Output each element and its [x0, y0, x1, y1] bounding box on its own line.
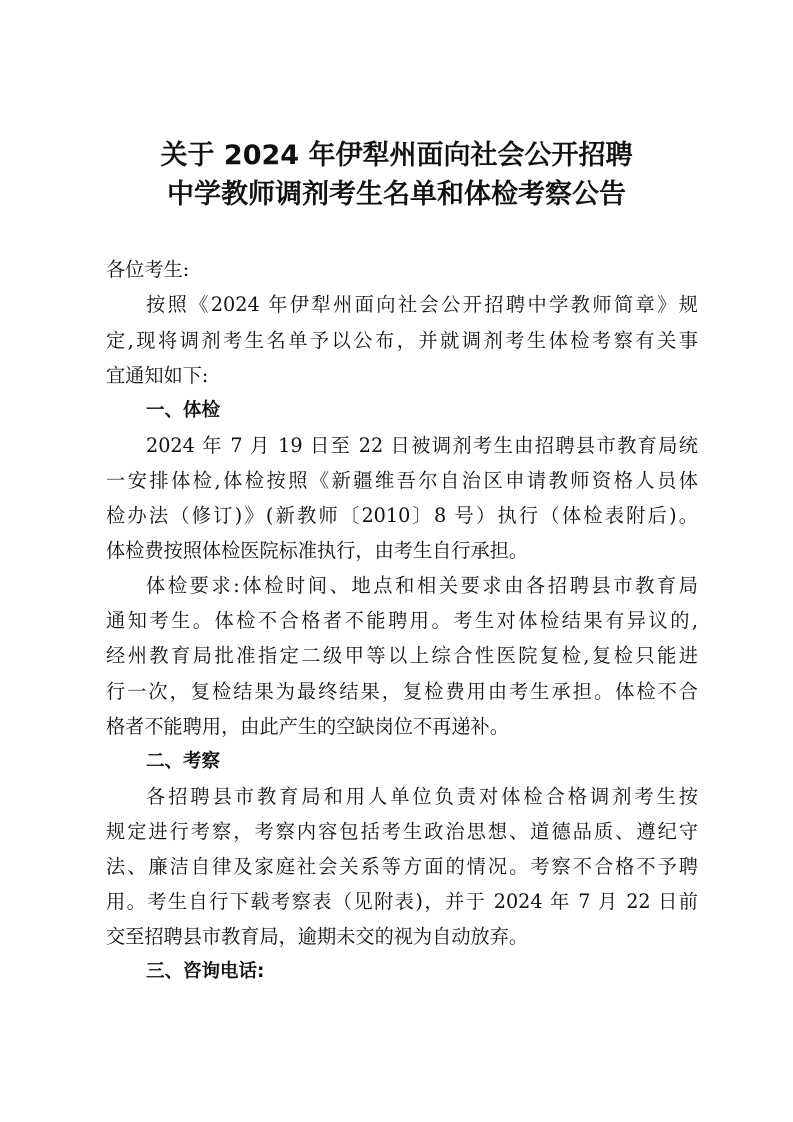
exam-para1-line-2: 一安排体检,体检按照《新疆维吾尔自治区申请教师资格人员体 — [106, 469, 698, 492]
document-title-line-2: 中学教师调剂考生名单和体检考察公告 — [167, 179, 626, 210]
inspection-line-5: 交至招聘县市教育局，逾期未交的视为自动放弃。 — [106, 925, 529, 948]
document-title-line-1: 关于 2024 年伊犁州面向社会公开招聘 — [160, 140, 633, 171]
greeting: 各位考生: — [106, 258, 190, 281]
exam-para1-line-1: 2024 年 7 月 19 日至 22 日被调剂考生由招聘县市教育局统 — [146, 434, 698, 457]
section-heading-physical-exam: 一、体检 — [146, 400, 221, 421]
inspection-line-4: 用。考生自行下载考察表（见附表)，并于 2024 年 7 月 22 日前 — [106, 890, 698, 913]
inspection-line-2: 规定进行考察，考察内容包括考生政治思想、道德品质、遵纪守 — [106, 820, 698, 843]
exam-para2-line-5: 格者不能聘用，由此产生的空缺岗位不再递补。 — [106, 715, 509, 738]
exam-para2-line-4: 行一次，复检结果为最终结果，复检费用由考生承担。体检不合 — [106, 680, 698, 703]
intro-line-2: 定,现将调剂考生名单予以公布，并就调剂考生体检考察有关事 — [106, 329, 698, 352]
exam-para2-line-3: 经州教育局批准指定二级甲等以上综合性医院复检,复检只能进 — [106, 644, 698, 667]
intro-line-1: 按照《2024 年伊犁州面向社会公开招聘中学教师简章》规 — [146, 293, 698, 316]
section-heading-contact-phone: 三、咨询电话: — [146, 961, 265, 982]
exam-para1-line-4: 体检费按照体检医院标准执行，由考生自行承担。 — [106, 539, 529, 562]
intro-line-3: 宜通知如下: — [106, 364, 209, 387]
exam-para1-line-3: 检办法（修订)》(新教师〔2010〕8 号）执行（体检表附后)。 — [106, 504, 698, 527]
exam-para2-line-2: 通知考生。体检不合格者不能聘用。考生对体检结果有异议的, — [106, 609, 698, 632]
inspection-line-1: 各招聘县市教育局和用人单位负责对体检合格调剂考生按 — [146, 785, 698, 808]
exam-para2-line-1: 体检要求:体检时间、地点和相关要求由各招聘县市教育局 — [146, 574, 698, 597]
inspection-line-3: 法、廉洁自律及家庭社会关系等方面的情况。考察不合格不予聘 — [106, 855, 698, 878]
section-heading-inspection: 二、考察 — [146, 751, 221, 772]
